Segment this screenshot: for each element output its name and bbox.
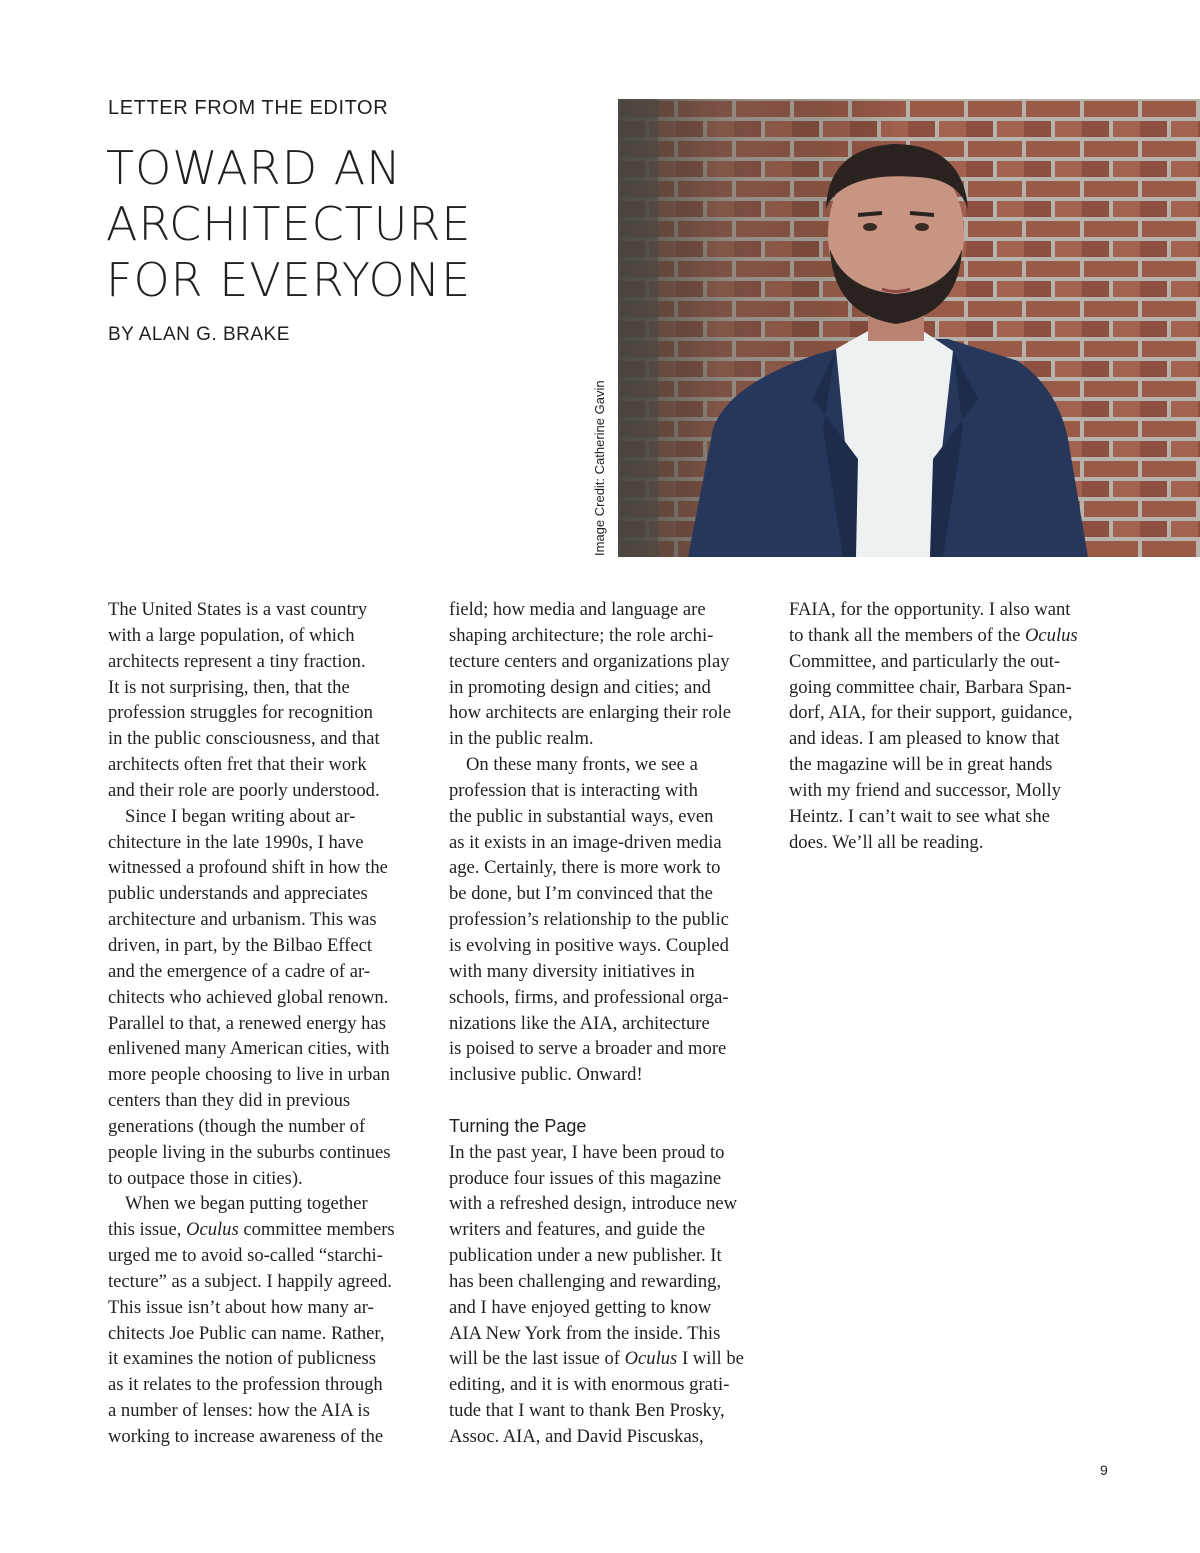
text-line: In the past year, I have been proud to bbox=[449, 1141, 725, 1163]
text-line: inclusive public. Onward! bbox=[449, 1064, 643, 1086]
text-line: public understands and appreciates bbox=[108, 883, 368, 905]
text-line: with a refreshed design, introduce new bbox=[449, 1193, 738, 1215]
text-line: in the public consciousness, and that bbox=[108, 728, 380, 750]
text-line: age. Certainly, there is more work to bbox=[449, 857, 721, 879]
text-line: more people choosing to live in urban bbox=[108, 1064, 390, 1086]
text-line: in promoting design and cities; and bbox=[449, 676, 711, 698]
text-line: chitects who achieved global renown. bbox=[108, 986, 389, 1008]
text-line: the public in substantial ways, even bbox=[449, 805, 714, 827]
byline: BY ALAN G. BRAKE bbox=[108, 324, 290, 345]
paragraph-gap bbox=[449, 1088, 779, 1114]
text-line: dorf, AIA, for their support, guidance, bbox=[789, 702, 1073, 724]
text-line: Assoc. AIA, and David Piscuskas, bbox=[449, 1426, 704, 1447]
portrait-illustration bbox=[618, 99, 1200, 557]
title-line: TOWARD AN bbox=[106, 141, 402, 195]
section-subhead: Turning the Page bbox=[449, 1115, 587, 1136]
text-line: does. We’ll all be reading. bbox=[789, 831, 984, 853]
text-line: tecture” as a subject. I happily agreed. bbox=[108, 1270, 392, 1292]
text-line: is evolving in positive ways. Coupled bbox=[449, 934, 729, 956]
text-line: publication under a new publisher. It bbox=[449, 1245, 722, 1267]
text-line: architecture and urbanism. This was bbox=[108, 909, 377, 931]
text-line: as it exists in an image-driven media bbox=[449, 831, 722, 853]
text-line: how architects are enlarging their role bbox=[449, 702, 732, 724]
text-line: nizations like the AIA, architecture bbox=[449, 1012, 710, 1034]
text-line: with many diversity initiatives in bbox=[449, 960, 695, 982]
text-fragment: committee members bbox=[243, 1219, 395, 1241]
text-line: The United States is a vast country bbox=[108, 599, 368, 620]
text-line: produce four issues of this magazine bbox=[449, 1167, 722, 1189]
article-column-2 bbox=[449, 597, 779, 1450]
text-line: be done, but I’m convinced that the bbox=[449, 883, 713, 905]
text-line: AIA New York from the inside. This bbox=[449, 1322, 721, 1344]
article-column-1 bbox=[108, 597, 438, 1450]
text-line: shaping architecture; the role archi- bbox=[449, 624, 714, 646]
text-line: people living in the suburbs continues bbox=[108, 1141, 391, 1163]
text-line: in the public realm. bbox=[449, 728, 594, 750]
section-kicker: LETTER FROM THE EDITOR bbox=[108, 97, 389, 119]
text-line: as it relates to the profession through bbox=[108, 1374, 383, 1396]
text-line: field; how media and language are bbox=[449, 599, 706, 620]
text-line: witnessed a profound shift in how the bbox=[108, 857, 388, 879]
text-line: profession struggles for recognition bbox=[108, 702, 373, 724]
text-line: with a large population, of which bbox=[108, 624, 355, 646]
text-fragment: to thank all the members of the bbox=[789, 624, 1021, 646]
text-line: profession’s relationship to the public bbox=[449, 909, 729, 931]
page-number: 9 bbox=[1100, 1462, 1108, 1478]
text-line: tude that I want to thank Ben Prosky, bbox=[449, 1400, 725, 1422]
text-line: FAIA, for the opportunity. I also want bbox=[789, 599, 1071, 620]
text-line: schools, firms, and professional orga- bbox=[449, 986, 729, 1008]
article-column-3 bbox=[789, 597, 1119, 855]
text-line: the magazine will be in great hands bbox=[789, 754, 1053, 776]
text-line: This issue isn’t about how many ar- bbox=[108, 1296, 374, 1318]
text-line: centers than they did in previous bbox=[108, 1090, 351, 1112]
text-line bbox=[449, 1346, 779, 1372]
magazine-name: Oculus bbox=[1024, 624, 1078, 646]
text-fragment: I will be bbox=[681, 1348, 744, 1370]
title-line: FOR EVERYONE bbox=[106, 253, 472, 307]
text-line: enlivened many American cities, with bbox=[108, 1038, 390, 1060]
text-line: has been challenging and rewarding, bbox=[449, 1270, 722, 1292]
text-line: and ideas. I am pleased to know that bbox=[789, 728, 1060, 750]
title-line: ARCHITECTURE bbox=[106, 197, 472, 251]
text-line: Since I began writing about ar- bbox=[125, 805, 356, 827]
image-credit: Image Credit: Catherine Gavin bbox=[592, 380, 607, 556]
magazine-name: Oculus bbox=[186, 1219, 239, 1241]
text-line: writers and features, and guide the bbox=[449, 1219, 706, 1241]
text-line: with my friend and successor, Molly bbox=[789, 779, 1061, 801]
text-line: profession that is interacting with bbox=[449, 779, 698, 801]
text-line: driven, in part, by the Bilbao Effect bbox=[108, 934, 373, 956]
text-line: chitects Joe Public can name. Rather, bbox=[108, 1322, 385, 1344]
editor-portrait-photo bbox=[618, 99, 1200, 557]
text-line: tecture centers and organizations play bbox=[449, 650, 730, 672]
text-line: When we began putting together bbox=[125, 1193, 368, 1215]
text-line bbox=[789, 623, 1119, 649]
text-line: architects often fret that their work bbox=[108, 754, 367, 776]
text-line: is poised to serve a broader and more bbox=[449, 1038, 727, 1060]
text-line bbox=[108, 1217, 438, 1243]
text-line: it examines the notion of publicness bbox=[108, 1348, 377, 1370]
text-line: generations (though the number of bbox=[108, 1115, 366, 1137]
article-title bbox=[106, 140, 586, 308]
text-line: going committee chair, Barbara Span- bbox=[789, 676, 1072, 698]
text-line: and the emergence of a cadre of ar- bbox=[108, 960, 371, 982]
text-line: It is not surprising, then, that the bbox=[108, 676, 350, 698]
text-fragment: this issue, bbox=[108, 1219, 182, 1241]
text-line: working to increase awareness of the bbox=[108, 1426, 384, 1447]
text-line: and I have enjoyed getting to know bbox=[449, 1296, 712, 1318]
text-line: Heintz. I can’t wait to see what she bbox=[789, 805, 1050, 827]
text-line: editing, and it is with enormous grati- bbox=[449, 1374, 730, 1396]
magazine-name: Oculus bbox=[624, 1348, 678, 1370]
text-fragment: will be the last issue of bbox=[449, 1348, 620, 1370]
text-line: chitecture in the late 1990s, I have bbox=[108, 831, 364, 853]
text-line: Committee, and particularly the out- bbox=[789, 650, 1061, 672]
text-line: On these many fronts, we see a bbox=[466, 754, 698, 776]
text-line: architects represent a tiny fraction. bbox=[108, 650, 366, 672]
text-line: to outpace those in cities). bbox=[108, 1167, 303, 1189]
text-line: Parallel to that, a renewed energy has bbox=[108, 1012, 386, 1034]
text-line: a number of lenses: how the AIA is bbox=[108, 1400, 370, 1422]
text-line: urged me to avoid so-called “starchi- bbox=[108, 1245, 383, 1267]
text-line: and their role are poorly understood. bbox=[108, 779, 380, 801]
